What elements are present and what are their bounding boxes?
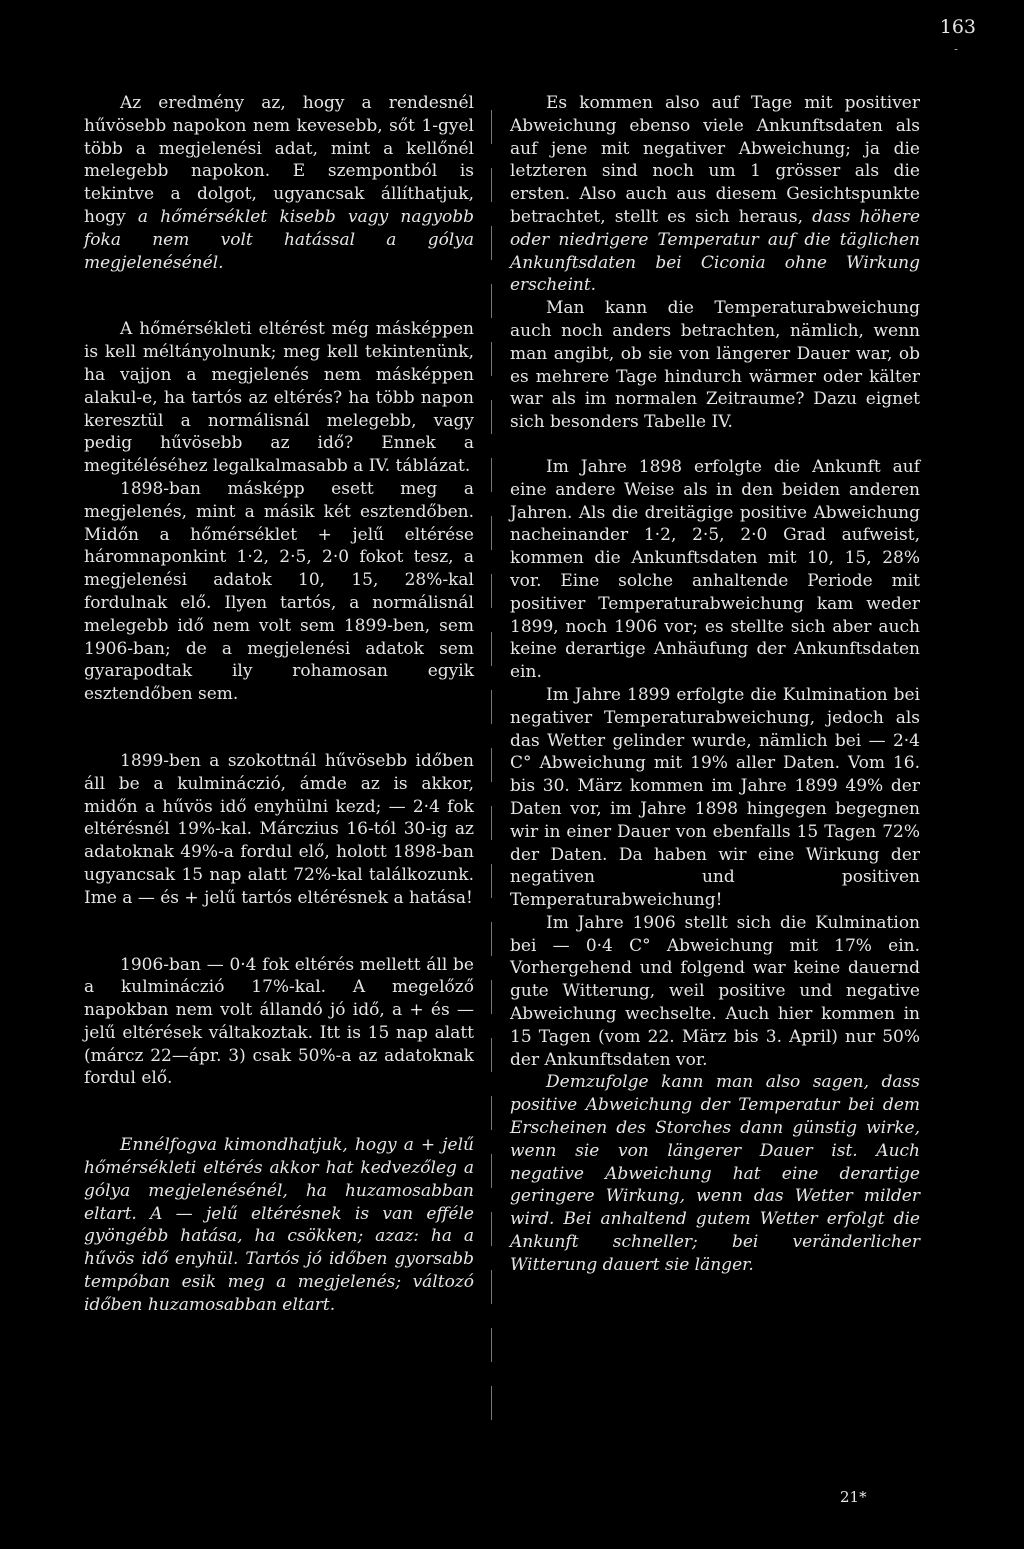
left-paragraph-5: 1906-ban — 0·4 fok eltérés mellett áll be a kulmináczió 17%-kal. A megelőző napokban nem volt állandó jó idő, a + és — jelű eltérések váltakoztak. Itt is 15 nap alatt (márcz 22—ápr. 3) csak 50%-a az adatoknak fordul elő. — [84, 954, 474, 1089]
left-paragraph-2: A hőmérsékleti eltérést még másképpen is kell méltányolnunk; meg kell tekintenünk, ha vajjon a megjelenés nem másképpen alakul-e, ha tartós az eltérés? ha több napon keresztül a normálisnál melegebb, vagy pedig hűvösebb az idő? Ennek a megitéléséhez legalkalmasabb a IV. táblázat. — [84, 319, 474, 477]
right-paragraph-3: Im Jahre 1898 erfolgte die Ankunft auf eine andere Weise als in den beiden anderen Jahren. Als die dreitägige positive Abweichung nacheinander 1·2, 2·5, 2·0 Grad aufweist, kommen die Ankunftsdaten mit 10, 15, 28% vor. Eine solche anhaltende Periode mit positiver Temperaturabweichung kam weder 1899, noch 1906 vor; es stellte sich aber auch keine derartige Anhäufung der Ankunftsdaten ein. — [510, 456, 920, 683]
right-paragraph-1-italic: dass höhere oder niedrigere Temperatur auf die täglichen Ankunftsdaten bei Ciconia ohne Wirkung erscheint. — [510, 206, 921, 296]
left-paragraph-6: Ennélfogva kimondhatjuk, hogy a + jelű hőmérsékleti eltérés akkor hat kedvezőleg a gólya megjelenésénél, ha huzamosabban eltart. A — jelű eltérésnek is van efféle gyöngébb hatása, ha csökken; azaz: ha a hűvös idő enyhül. Tartós jó időben gyorsabb tempóban esik meg a megjelenés; változó időben huzamosabban eltart. — [84, 1135, 474, 1315]
left-column-hungarian — [84, 92, 474, 1317]
page-number: 163 — [939, 16, 976, 38]
right-paragraph-1-text: Es kommen also auf Tage mit positiver Abweichung ebenso viele Ankunftsdaten als auf jene mit negativer Abweichung; ja die letzteren sind noch um 1 grösser als die ersten. Also auch aus diesem Gesichtspunkte betrachtet, stellt es sich heraus, — [510, 93, 920, 227]
left-paragraph-1-italic: a hőmérséklet kisebb vagy nagyobb foka nem volt hatással a gólya megjelenésénél. — [84, 206, 474, 273]
column-divider — [491, 110, 492, 1440]
right-paragraph-5: Im Jahre 1906 stellt sich die Kulmination bei — 0·4 C° Abweichung mit 17% ein. Vorhergehend und folgend war keine dauernd gute Witterung, weil positive und negative Abweichung wechselte. Auch hier kommen in 15 Tagen (vom 22. März bis 3. April) nur 50% der Ankunftsdaten vor. — [510, 912, 920, 1070]
right-paragraph-1 — [510, 92, 920, 297]
page-mark: - — [953, 42, 958, 56]
left-paragraph-3: 1898-ban másképp esett meg a megjelenés, mint a másik két esztendőben. Midőn a hőmérséklet + jelű eltérése háromnaponkint 1·2, 2·5, 2·0 fokot tesz, a megjelenési adatok 10, 15, 28%-kal fordulnak elő. Ilyen tartós, a normálisnál melegebb idő nem volt sem 1899-ben, sem 1906-ban; de a megjelenési adatok sem gyarapodtak ily rohamosan egyik esztendőben sem. — [84, 478, 474, 705]
left-paragraph-4: 1899-ben a szokottnál hűvösebb időben áll be a kulmináczió, ámde az is akkor, midőn a hűvös idő enyhülni kezd; — 2·4 fok eltérésnél 19%-kal. Márczius 16-tól 30-ig az adatoknak 49%-a fordul elő, holott 1898-ban ugyancsak 15 nap alatt 72%-kal találkozunk. Ime a — és + jelű tartós eltérésnek a hatása! — [84, 750, 474, 908]
right-column-german — [510, 92, 920, 1277]
left-paragraph-1-text: Az eredmény az, hogy a rendesnél hűvösebb napokon nem kevesebb, sőt 1-gyel több a megjelenési adat, mint a kellőnél melegebb napokon. E szempontból is tekintve a dolgot, ugyancsak állíthatjuk, hogy — [84, 93, 474, 227]
left-paragraph-1 — [84, 92, 474, 274]
signature-mark: 21* — [840, 1488, 867, 1506]
right-paragraph-2: Man kann die Temperaturabweichung auch noch anders betrachten, nämlich, wenn man angibt, ob sie von längerer Dauer war, ob es mehrere Tage hindurch wärmer oder kälter war als im normalen Zeitraume? Dazu eignet sich besonders Tabelle IV. — [510, 298, 920, 433]
right-paragraph-6: Demzufolge kann man also sagen, dass positive Abweichung der Temperatur bei dem Erscheinen des Storches dann günstig wirke, wenn sie von längerer Dauer ist. Auch negative Abweichung hat eine derartige geringere Wirkung, wenn das Wetter milder wird. Bei anhaltend gutem Wetter erfolgt die Ankunft schneller; bei veränderlicher Witterung dauert sie länger. — [510, 1072, 920, 1275]
right-paragraph-4: Im Jahre 1899 erfolgte die Kulmination bei negativer Temperaturabweichung, jedoch als das Wetter gelinder wurde, nämlich bei — 2·4 C° Abweichung mit 19% aller Daten. Vom 16. bis 30. März kommen im Jahre 1899 49% der Daten vor, im Jahre 1898 hingegen begegnen wir in einer Dauer von ebenfalls 15 Tagen 72% der Daten. Da haben wir eine Wirkung der negativen und positiven Temperaturabweichung! — [510, 684, 920, 911]
